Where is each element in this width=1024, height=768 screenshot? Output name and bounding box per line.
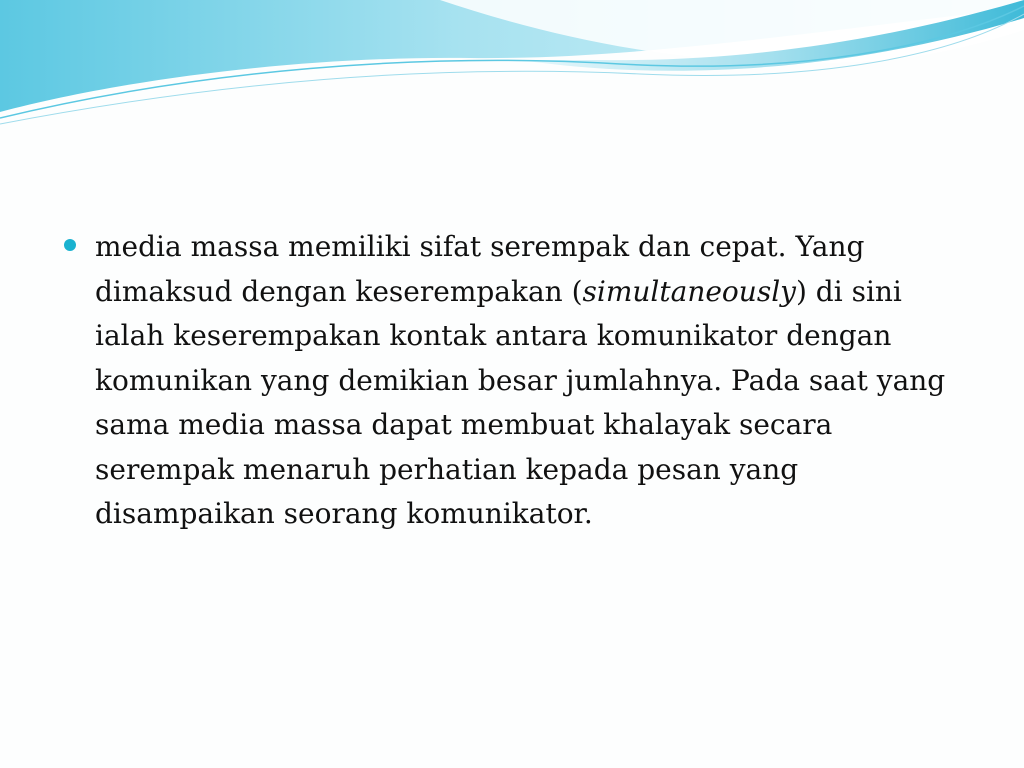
content-area [62, 225, 962, 537]
bullet-item [62, 225, 962, 537]
bullet-dot-icon [64, 239, 76, 251]
bullet-text: media massa memiliki sifat serempak dan cepat. Yang dimaksud dengan keserempakan (simultaneously) di sini ialah keserempakan kontak antara komunikator dengan komunikan yang demikian besar jumlahnya. Pada saat yang sama media massa dapat membuat khalayak secara serempak menaruh perhatian kepada pesan yang disampaikan seorang komunikator. [95, 230, 946, 530]
header-wave-decoration [0, 0, 1024, 130]
